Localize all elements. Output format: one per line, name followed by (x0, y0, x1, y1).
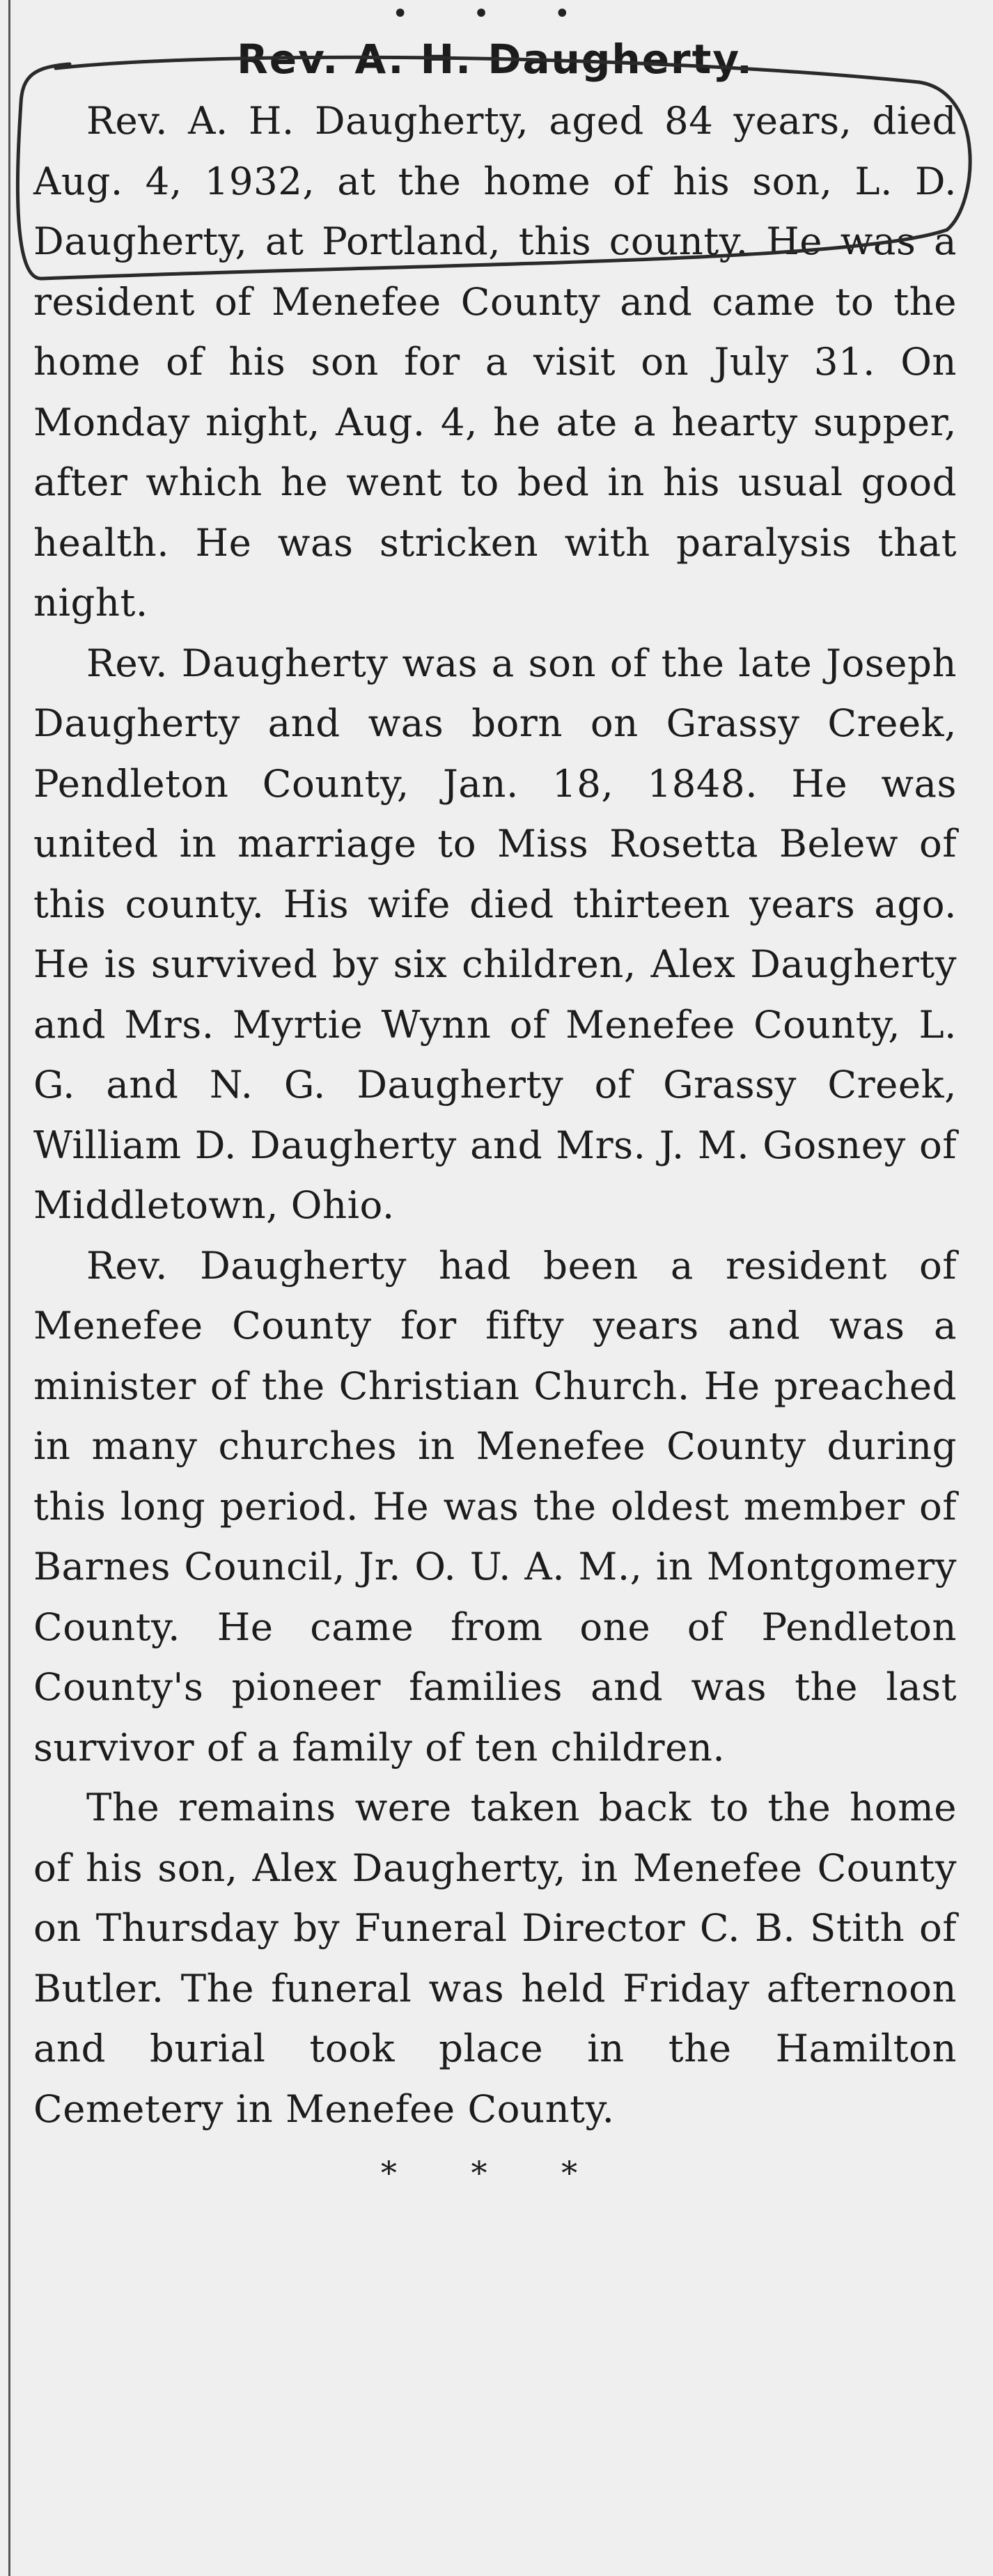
paragraph-3: Rev. Daugherty had been a resident of Menefee County for fifty years and was a minister of the Christian Church. He preached in many churches in Menefee County during this long period. He was the oldest member of Barnes Council, Jr. O. U. A. M., in Montgomery County. He came from one of Pendleton County's pioneer families and was the last survivor of a family of ten children. (33, 1242, 957, 1770)
article-body (33, 91, 957, 2139)
column-rule (8, 0, 10, 2576)
paragraph-4: The remains were taken back to the home of his son, Alex Daugherty, in Menefee County on Thursday by Funeral Director C. B. Stith of Butler. The funeral was held Friday afternoon and burial took place in the Hamilton Cemetery in Menefee County. (33, 1785, 957, 2131)
paragraph-2: Rev. Daugherty was a son of the late Joseph Daugherty and was born on Grassy Creek, Pendleton County, Jan. 18, 1848. He was united in marriage to Miss Rosetta Belew of this county. His wife died thirteen years ago. He is survived by six children, Alex Daugherty and Mrs. Myrtie Wynn of Menefee County, L. G. and N. G. Daugherty of Grassy Creek, William D. Daugherty and Mrs. J. M. Gosney of Middletown, Ohio. (33, 640, 957, 1227)
article-headline: Rev. A. H. Daugherty. (237, 36, 753, 83)
paragraph-1: Rev. A. H. Daugherty, aged 84 years, died Aug. 4, 1932, at the home of his son, L. D. Daugherty, at Portland, this county. He was a resident of Menefee County and came to the home of his son for a visit on July 31. On Monday night, Aug. 4, he ate a hearty supper, after which he went to bed in his usual good health. He was stricken with paralysis that night. (33, 98, 957, 625)
bottom-ornament: * * * (380, 2154, 610, 2192)
top-ornament: • • • (391, 0, 599, 30)
